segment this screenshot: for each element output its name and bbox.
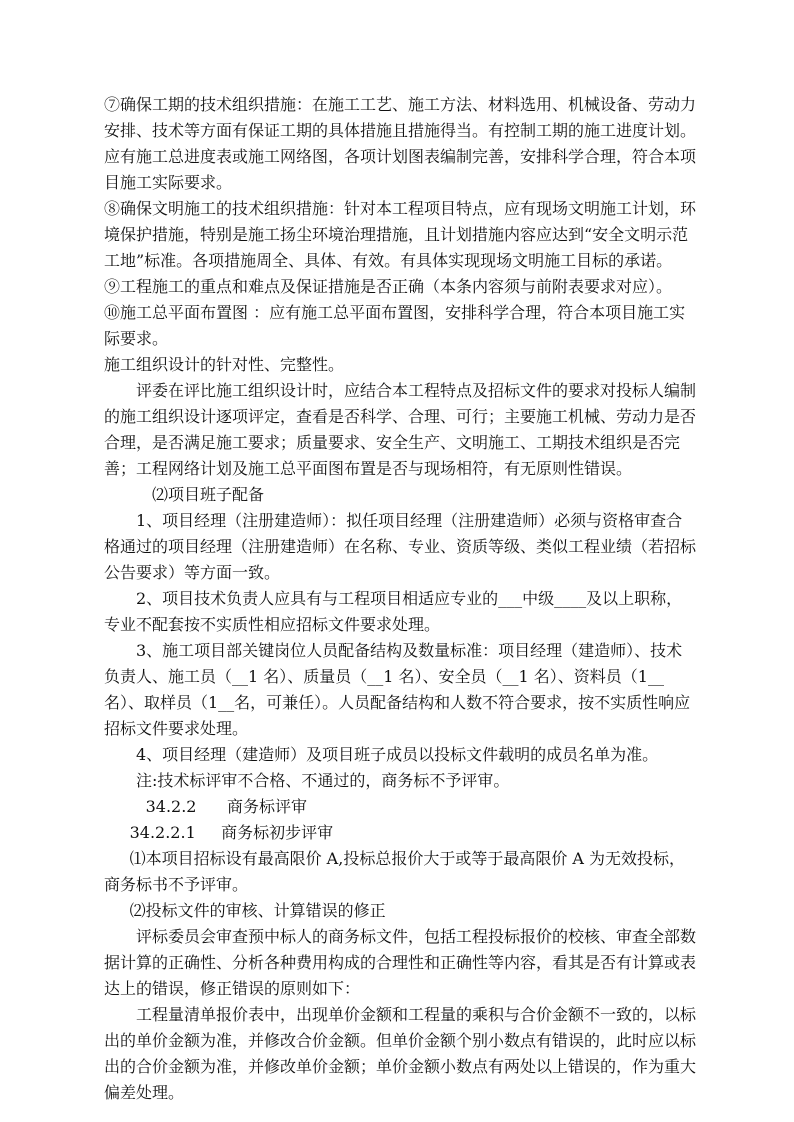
- paragraph-price-limit: ⑴本项目招标设有最高限价 A,投标总报价大于或等于最高限价 A 为无效投标，商务标书不予评审。: [104, 849, 686, 894]
- paragraph-note: 注:技术标评审不合格、不通过的，商务标不予评审。: [136, 771, 510, 790]
- section-heading-project-team: ⑵项目班子配备: [152, 485, 265, 504]
- paragraph-site-layout: ⑩施工总平面布置图 ：应有施工总平面布置图，安排科学合理，符合本项目施工实际要求。: [104, 303, 686, 348]
- paragraph-item-4-members: 4、项目经理（建造师）及项目班子成员以投标文件载明的成员名单为准。: [136, 745, 659, 764]
- section-heading-commercial-preliminary: 34.2.2.1 商务标初步评审: [129, 823, 334, 842]
- paragraph-civilized-construction: ⑧确保文明施工的技术组织措施：针对本工程项目特点，应有现场文明施工计划，环境保护措施，特别是施工扬尘环境治理措施，且计划措施内容应达到“安全文明示范工地”标准。各项措施周全、具体、有效。有具体实现现场文明施工目标的承诺。: [104, 199, 697, 270]
- paragraph-committee-review: 评标委员会审查预中标人的商务标文件，包括工程投标报价的校核、审查全部数据计算的正确性、分析各种费用构成的合理性和正确性等内容，看其是否有计算或表达上的错误，修正错误的原则如下：: [104, 927, 697, 998]
- paragraph-evaluation-rules: 评委在评比施工组织设计时，应结合本工程特点及招标文件的要求对投标人编制的施工组织设计逐项评定，查看是否科学、合理、可行；主要施工机械、劳动力是否合理，是否满足施工要求；质量要求、安全生产、文明施工、工期技术组织是否完善；工程网络计划及施工总平面图布置是否与现场相符，有无原则性错误。: [104, 381, 697, 478]
- paragraph-correction-principles: 工程量清单报价表中，出现单价金额和工程量的乘积与合价金额不一致的，以标出的单价金额为准，并修改合价金额。但单价金额个别小数点有错误的，此时应以标出的合价金额为准，并修改单价金额；单价金额小数点有两处以上错误的，作为重大偏差处理。: [104, 1005, 697, 1102]
- section-heading-commercial-review: 34.2.2 商务标评审: [145, 797, 308, 816]
- paragraph-key-difficulties: ⑨工程施工的重点和难点及保证措施是否正确（本条内容须与前附表要求对应）。: [104, 277, 673, 296]
- paragraph-item-1-project-manager: 1、项目经理（注册建造师）：拟任项目经理（注册建造师）必须与资格审查合格通过的项目经理（注册建造师）在名称、专业、资质等级、类似工程业绩（若招标公告要求）等方面一致。: [104, 511, 697, 582]
- paragraph-schedule-measures: ⑦确保工期的技术组织措施：在施工工艺、施工方法、材料选用、机械设备、劳动力安排、技术等方面有保证工期的具体措施且措施得当。有控制工期的施工进度计划。应有施工总进度表或施工网络图，各项计划图表编制完善，安排科学合理，符合本项目施工实际要求。: [104, 95, 697, 192]
- paragraph-item-2-technical-lead: 2、项目技术负责人应具有与工程项目相适应专业的___中级____及以上职称，专业不配套按不实质性相应招标文件要求处理。: [104, 589, 683, 634]
- paragraph-error-correction-heading: ⑵投标文件的审核、计算错误的修正: [129, 901, 386, 920]
- document-body: [104, 92, 698, 1106]
- paragraph-item-3-staffing: 3、施工项目部关键岗位人员配备结构及数量标准：项目经理（建造师）、技术负责人、施工员（__1 名）、质量员（__1 名）、安全员（__1 名）、资料员（1__名）、取样员（1__名，可兼任）。人员配备结构和人数不符合要求，按不实质性响应招标文件要求处理。: [104, 641, 691, 738]
- paragraph-pertinence-heading: 施工组织设计的针对性、完整性。: [104, 355, 345, 374]
